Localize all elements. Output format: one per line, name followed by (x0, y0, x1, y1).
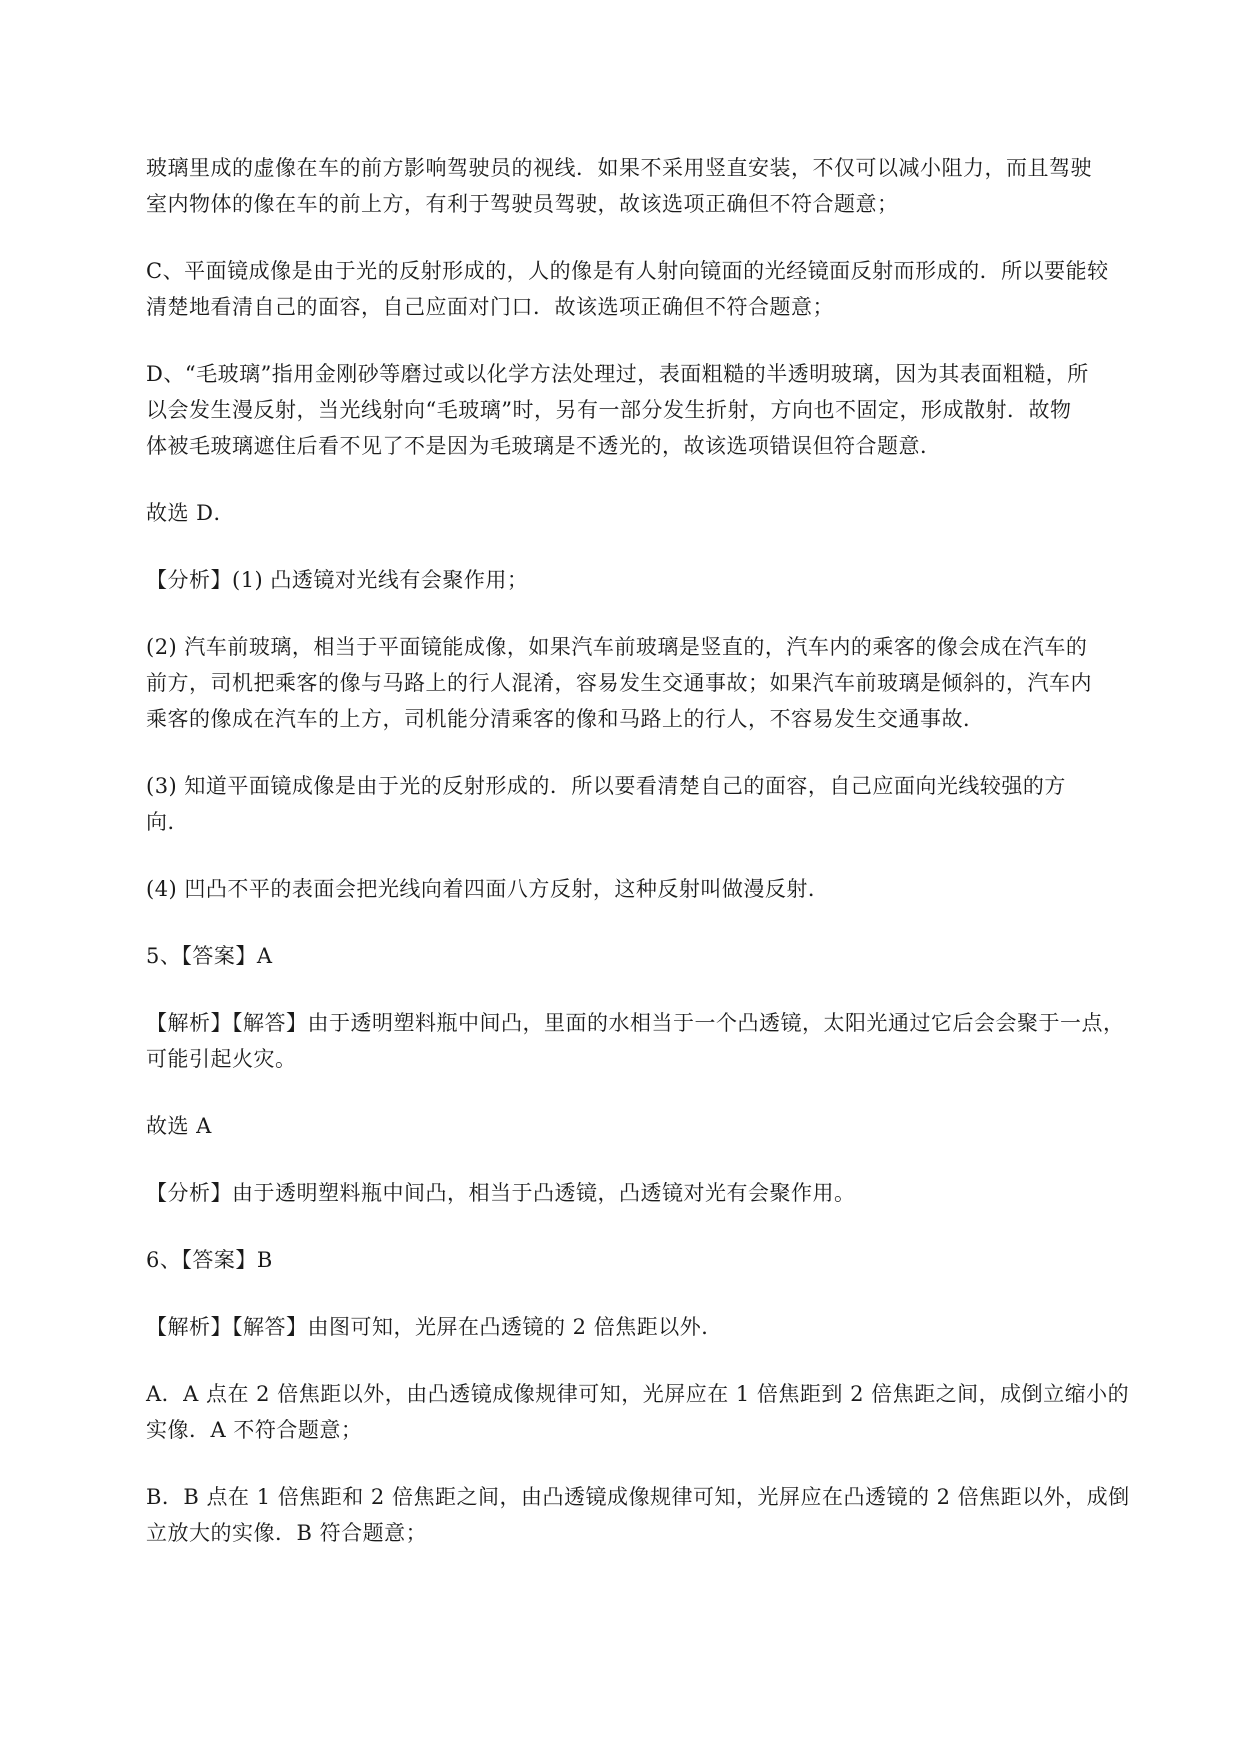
text-line: A．A 点在 2 倍焦距以外，由凸透镜成像规律可知，光屏应在 1 倍焦距到 2 倍焦距之间，成倒立缩小的 (146, 1382, 1130, 1406)
paragraph-answer-5 (146, 938, 1146, 974)
paragraph-analysis-1 (146, 562, 1146, 598)
text-line: 以会发生漫反射，当光线射向“毛玻璃”时，另有一部分发生折射，方向也不固定，形成散射．故物 (146, 398, 1072, 422)
text-line: 【分析】由于透明塑料瓶中间凸，相当于凸透镜，凸透镜对光有会聚作用。 (146, 1181, 856, 1205)
text-line: 室内物体的像在车的前上方，有利于驾驶员驾驶，故该选项正确但不符合题意； (146, 192, 899, 216)
text-line: 【分析】(1) 凸透镜对光线有会聚作用； (146, 568, 529, 592)
text-line: C、平面镜成像是由于光的反射形成的，人的像是有人射向镜面的光经镜面反射而形成的．所以要能较 (146, 259, 1109, 283)
paragraph-option-c (146, 253, 1146, 325)
text-line: B．B 点在 1 倍焦距和 2 倍焦距之间，由凸透镜成像规律可知，光屏应在凸透镜的 2 倍焦距以外，成倒 (146, 1485, 1130, 1509)
paragraph-b-continued (146, 150, 1146, 222)
text-line: 体被毛玻璃遮住后看不见了不是因为毛玻璃是不透光的，故该选项错误但符合题意． (146, 434, 942, 458)
paragraph-choice-d (146, 495, 1146, 531)
text-line: 故选 A (146, 1114, 212, 1138)
document-page (146, 150, 1146, 1582)
text-line: 【解析】【解答】由图可知，光屏在凸透镜的 2 倍焦距以外． (146, 1315, 723, 1339)
text-line: 立放大的实像．B 符合题意； (146, 1521, 428, 1545)
text-line: D、“毛玻璃”指用金刚砂等磨过或以化学方法处理过，表面粗糙的半透明玻璃，因为其表面粗糙，所 (146, 362, 1089, 386)
text-line: 清楚地看清自己的面容，自己应面对门口．故该选项正确但不符合题意； (146, 295, 834, 319)
paragraph-analysis-5 (146, 1175, 1146, 1211)
paragraph-analysis-4 (146, 871, 1146, 907)
text-line: 向． (146, 810, 189, 834)
paragraph-option-a (146, 1376, 1146, 1448)
text-line: 前方，司机把乘客的像与马路上的行人混淆，容易发生交通事故；如果汽车前玻璃是倾斜的，汽车内 (146, 671, 1092, 695)
paragraph-analysis-2 (146, 629, 1146, 737)
text-line: 实像．A 不符合题意； (146, 1418, 363, 1442)
text-line: (2) 汽车前玻璃，相当于平面镜能成像，如果汽车前玻璃是竖直的，汽车内的乘客的像会成在汽车的 (146, 635, 1088, 659)
paragraph-explanation-6 (146, 1309, 1146, 1345)
paragraph-choice-a (146, 1108, 1146, 1144)
text-line: 可能引起火灾。 (146, 1047, 297, 1071)
paragraph-analysis-3 (146, 768, 1146, 840)
text-line: 玻璃里成的虚像在车的前方影响驾驶员的视线．如果不采用竖直安装，不仅可以减小阻力，而且驾驶 (146, 156, 1092, 180)
text-line: 故选 D． (146, 501, 236, 525)
text-line: 乘客的像成在汽车的上方，司机能分清乘客的像和马路上的行人，不容易发生交通事故． (146, 707, 985, 731)
text-line: 【解析】【解答】由于透明塑料瓶中间凸，里面的水相当于一个凸透镜，太阳光通过它后会会聚于一点， (146, 1011, 1125, 1035)
paragraph-explanation-5 (146, 1005, 1146, 1077)
paragraph-answer-6 (146, 1242, 1146, 1278)
paragraph-option-b (146, 1479, 1146, 1551)
text-line: (4) 凹凸不平的表面会把光线向着四面八方反射，这种反射叫做漫反射． (146, 877, 830, 901)
paragraph-option-d (146, 356, 1146, 464)
text-line: 5、【答案】A (146, 944, 273, 968)
text-line: 6、【答案】B (146, 1248, 273, 1272)
text-line: (3) 知道平面镜成像是由于光的反射形成的．所以要看清楚自己的面容，自己应面向光线较强的方 (146, 774, 1066, 798)
